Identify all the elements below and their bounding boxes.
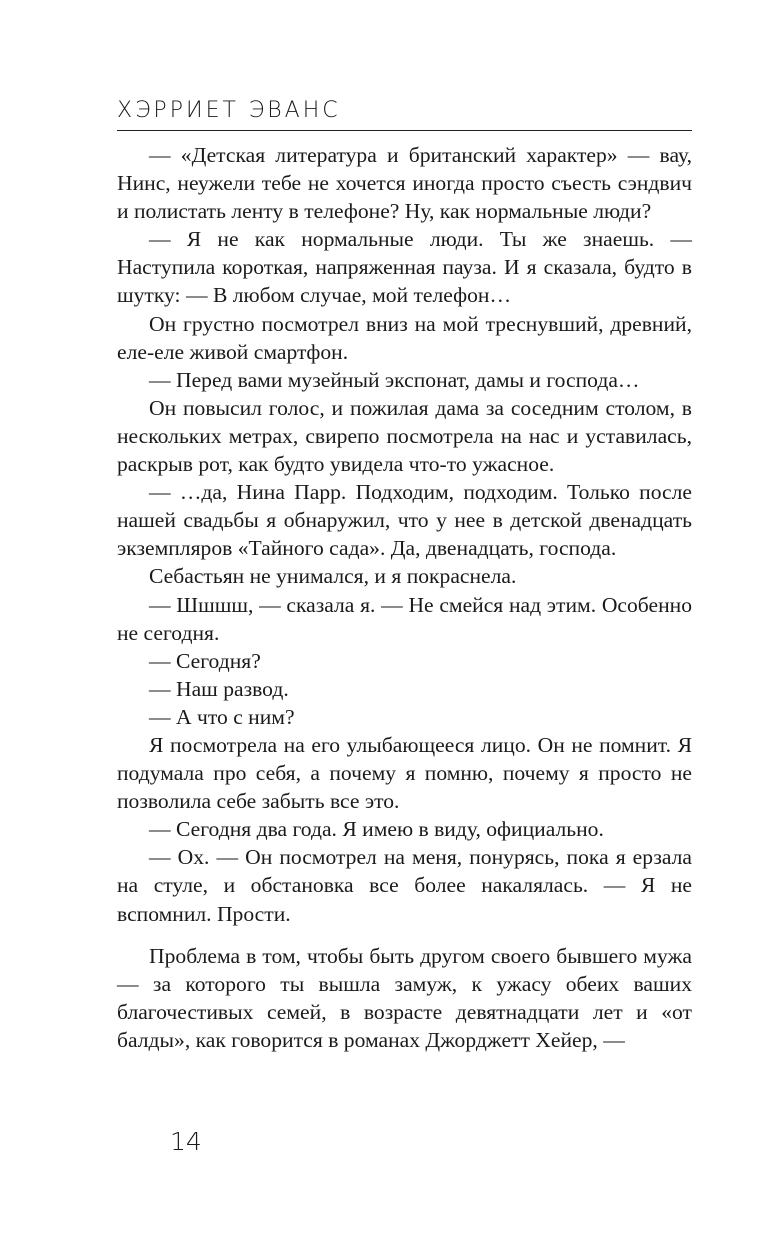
paragraph: Я посмотрела на его улыбающееся лицо. Он не помнит. Я подумала про себя, а почему я помню, почему я просто не позволила себе забыть все это. — [117, 732, 692, 814]
paragraph: — Ох. — Он посмотрел на меня, понурясь, пока я ерзала на стуле, и обстановка все более накалялась. — Я не вспомнил. Прости. — [117, 845, 692, 926]
paragraph: — Перед вами музейный экспонат, дамы и господа… — [149, 367, 640, 392]
header-rule — [117, 130, 692, 131]
paragraph: — …да, Нина Парр. Подходим, подходим. Только после нашей свадьбы я обнаружил, что у нее в детской двенадцать экземпляров «Тайного сада». Да, двенадцать, господа. — [117, 480, 692, 561]
body-text — [117, 141, 692, 1054]
paragraph: — «Детская литература и британский характер» — вау, Нинс, неужели тебе не хочется иногда просто съесть сэндвич и полистать ленту в телефоне? Ну, как нормальные люди? — [117, 143, 692, 224]
page-number: 14 — [170, 1127, 202, 1156]
paragraph: — Сегодня? — [149, 648, 261, 673]
paragraph: — Сегодня два года. Я имею в виду, официально. — [149, 817, 604, 842]
paragraph: Себастьян не унимался, и я покраснела. — [149, 564, 517, 589]
paragraph: Он повысил голос, и пожилая дама за соседним столом, в нескольких метрах, свирепо посмотрела на нас и уставилась, раскрыв рот, как будто увидела что-то ужасное. — [117, 395, 692, 477]
paragraph: — Шшшш, — сказала я. — Не смейся над этим. Особенно не сегодня. — [117, 592, 692, 645]
paragraph: Он грустно посмотрел вниз на мой треснувший, древний, еле-еле живой смартфон. — [117, 311, 692, 364]
paragraph: — А что с ним? — [149, 704, 295, 729]
paragraph: Проблема в том, чтобы быть другом своего бывшего мужа — за которого ты вышла замуж, к ужасу обеих ваших благочестивых семей, в возрасте девятнадцати лет и «от балды», как говорится в романах Джорджетт Хейер, — — [117, 943, 692, 1052]
running-head: ХЭРРИЕТ ЭВАНС — [117, 98, 341, 123]
paragraph: — Я не как нормальные люди. Ты же знаешь. — Наступила короткая, напряженная пауза. И я сказала, будто в шутку: — В любом случае, мой телефон… — [117, 227, 692, 308]
paragraph: — Наш развод. — [149, 676, 289, 701]
